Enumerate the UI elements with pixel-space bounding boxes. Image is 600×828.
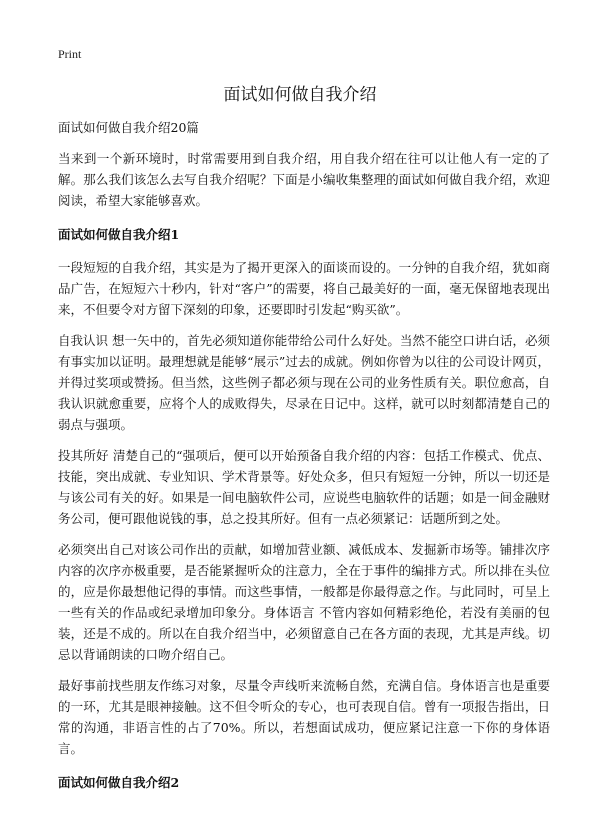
section-heading-1: 面试如何做自我介绍1 [58, 227, 180, 242]
body-paragraph: 投其所好 清楚自己的“强项后，便可以开始预备自我介绍的内容：包括工作模式、优点、技能，突出成就、专业知识、学术背景等。好处众多，但只有短短一分钟，所以一切还是与该公司有关的好。如果是一间电脑软件公司，应说些电脑软件的话题；如是一间金融财务公司，便可跟他说钱的事，总之投其所好。但有一点必须紧记：话题所到之处。 [58, 448, 550, 526]
document-body [58, 118, 550, 805]
document-subtitle: 面试如何做自我介绍20篇 [58, 120, 199, 135]
body-paragraph: 一段短短的自我介绍，其实是为了揭开更深入的面谈而设的。一分钟的自我介绍，犹如商品广告，在短短六十秒内，针对“客户”的需要，将自己最美好的一面，毫无保留地表现出来，不但要令对方留下深刻的印象，还要即时引发起“购买欲”。 [58, 260, 550, 317]
section-heading-2: 面试如何做自我介绍2 [58, 775, 180, 790]
body-paragraph: 自我认识 想一矢中的，首先必须知道你能带给公司什么好处。当然不能空口讲白话，必须有事实加以证明。最理想就是能够“展示”过去的成就。例如你曾为以往的公司设计网页，并得过奖项或赞扬。但当然，这些例子都必须与现在公司的业务性质有关。职位愈高，自我认识就愈重要，应将个人的成败得失，尽录在日记中。这样，就可以时刻都清楚自己的弱点与强项。 [58, 333, 550, 432]
page-title: 面试如何做自我介绍 [223, 85, 377, 105]
intro-paragraph: 当来到一个新环境时，时常需要用到自我介绍，用自我介绍在往可以让他人有一定的了解。那么我们该怎么去写自我介绍呢？下面是小编收集整理的面试如何做自我介绍，欢迎阅读，希望大家能够喜欢。 [58, 151, 550, 208]
body-paragraph: 最好事前找些朋友作练习对象，尽量令声线听来流畅自然，充满自信。身体语言也是重要的一环，尤其是眼神接触。这不但令听众的专心，也可表现自信。曾有一项报告指出，日常的沟通，非语言性的占了70%。所以，若想面试成功，便应紧记注意一下你的身体语言。 [58, 678, 550, 756]
print-link[interactable]: Print [58, 47, 82, 61]
body-paragraph: 必须突出自己对该公司作出的贡献，如增加营业额、减低成本、发掘新市场等。铺排次序 内容的次序亦极重要，是否能紧握听众的注意力，全在于事件的编排方式。所以排在头位的，应是你最想他记得的事情。而这些事情，一般都是你最得意之作。与此同时，可呈上一些有关的作品或纪录增加印象分。身体语言 不管内容如何精彩绝伦，若没有美丽的包装，还是不成的。所以在自我介绍当中，必须留意自己在各方面的表现，尤其是声线。切忌以背诵朗读的口吻介绍自己。 [58, 542, 550, 662]
